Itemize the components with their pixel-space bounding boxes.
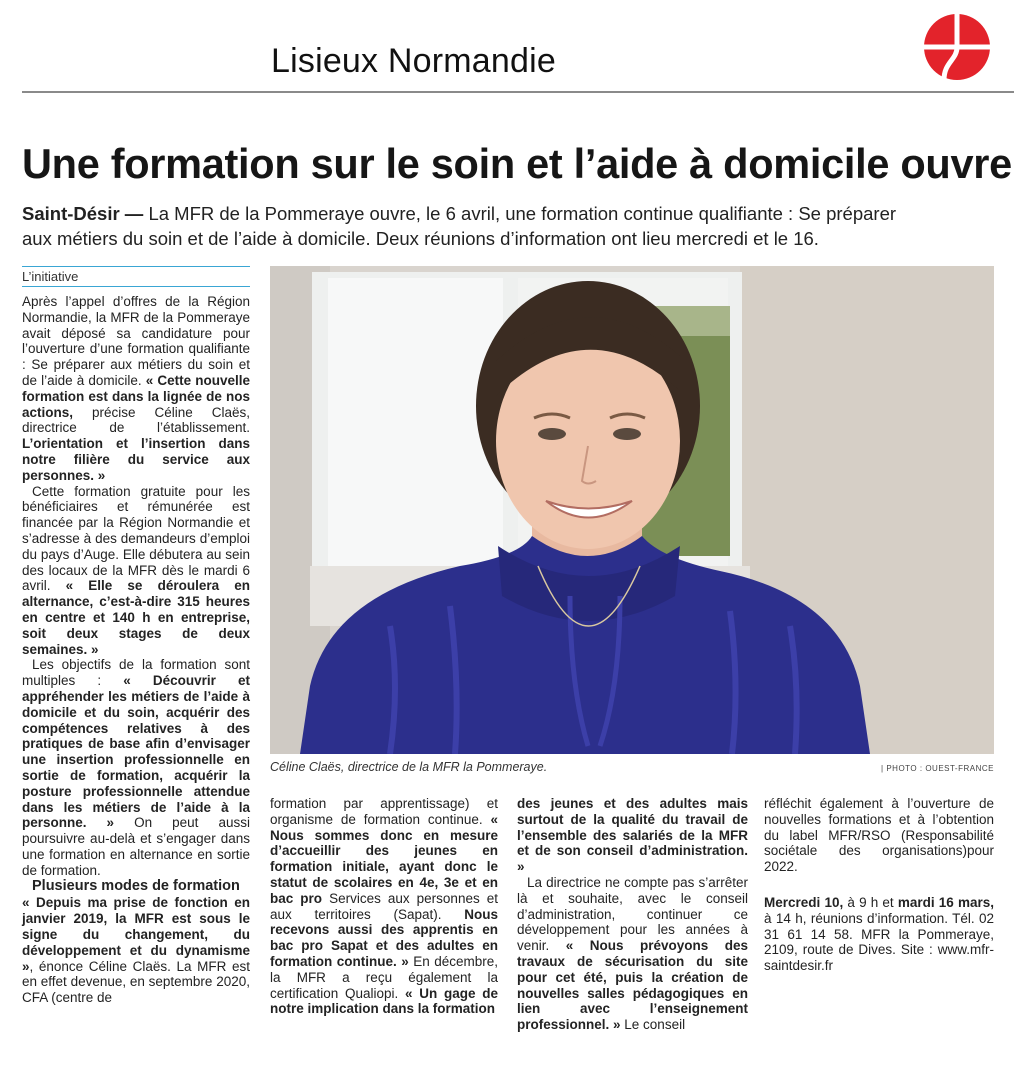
paragraph: Les objectifs de la formation sont multiples : « Découvrir et appréhender les métiers de l’aide à domicile et du soin, acquérir des compétences relatives à des pratiques de base afin d’envisager une insertion professionnelle en sortie de formation, acquérir la posture professionnelle attendue dans les métiers de l’aide à la personne. » On peut aussi poursuivre au-delà et s’engager dans une formation en alternance en sortie de formation. (22, 657, 250, 878)
kicker-rule (22, 266, 250, 267)
paragraph: Cette formation gratuite pour les bénéficiaires et rémunérée est financée par la Région Normandie et s’adresse à des demandeurs d’emploi du pays d’Auge. Elle débutera au sein des locaux de la MFR dès le mardi 6 avril. « Elle se déroulera en alternance, c’est-à-dire 315 heures en centre et 140 h en entreprise, soit deux stages de deux semaines. » (22, 483, 250, 657)
paragraph: formation par apprentissage) et organisme de formation continue. « Nous sommes donc en mesure d’accueillir des jeunes en formation initiale, ayant donc le statut de scolaires en 4e, 3e et en bac pro Services aux personnes et aux territoires (Sapat). Nous recevons aussi des apprentis en bac pro Sapat et des adultes en formation continue. » En décembre, la MFR a reçu également la certification Qualiopi. « Un gage de notre implication dans la formation (270, 796, 498, 1017)
photo-credit: | PHOTO : OUEST-FRANCE (881, 764, 994, 773)
article-chapo (22, 201, 902, 251)
subheading: Plusieurs modes de formation (32, 878, 240, 895)
paragraph: des jeunes et des adultes mais surtout de la qualité du travail de l’ensemble des salariés de la MFR et de son conseil d’administration. » (517, 796, 748, 875)
column-4 (764, 796, 994, 974)
practical-info: Mercredi 10, à 9 h et mardi 16 mars, à 14 h, réunions d’information. Tél. 02 31 61 14 58. MFR la Pommeraye, 2109, route de Dives. Site : www.mfr-saintdesir.fr (764, 894, 994, 974)
article-photo (270, 266, 994, 754)
chapo-text: La MFR de la Pommeraye ouvre, le 6 avril, une formation continue qualifiante : Se préparer aux métiers du soin et de l’aide à domicile. Deux réunions d’information ont lieu mercredi et le 16. (22, 203, 897, 249)
paragraph: « Depuis ma prise de fonction en janvier 2019, la MFR est sous le signe du changement, du développement et du dynamisme », énonce Céline Claës. La MFR est en effet devenue, en septembre 2020, CFA (centre de (22, 895, 250, 1006)
header-rule (22, 91, 1014, 93)
article-headline: Une formation sur le soin et l’aide à domicile ouvre (22, 140, 1012, 187)
paragraph: Après l’appel d’offres de la Région Normandie, la MFR de la Pommeraye avait déposé sa candidature pour l’ouverture d’une formation qualifiante : Se préparer aux métiers du soin et de l’aide à domicile. « Cette nouvelle formation est dans la lignée de nos actions, précise Céline Claës, directrice de l’établissement. L’orientation et l’insertion dans notre filière du service aux personnes. » (22, 294, 250, 483)
column-1 (22, 294, 250, 1006)
section-title: Lisieux Normandie (271, 42, 556, 80)
column-2 (270, 796, 498, 1017)
paragraph: réfléchit également à l’ouverture de nouvelles formations et à l’obtention du label MFR/RSO (Responsabilité sociétale des organisations)pour 2022. (764, 796, 994, 875)
paragraph: La directrice ne compte pas s’arrêter là et souhaite, avec le conseil d’administration, continuer ce développement pour les années à venir. « Nous prévoyons des travaux de sécurisation du site pour cet été, puis la création de nouvelles salles pédagogiques en lien avec l’enseignement professionnel. » Le conseil (517, 874, 748, 1033)
dateline: Saint-Désir — (22, 203, 144, 224)
column-3 (517, 796, 748, 1033)
photo-caption: Céline Claës, directrice de la MFR la Pommeraye. (270, 760, 548, 774)
portrait-illustration (270, 266, 994, 754)
ouest-france-logo-icon (922, 12, 992, 82)
kicker: L’initiative (22, 269, 250, 287)
